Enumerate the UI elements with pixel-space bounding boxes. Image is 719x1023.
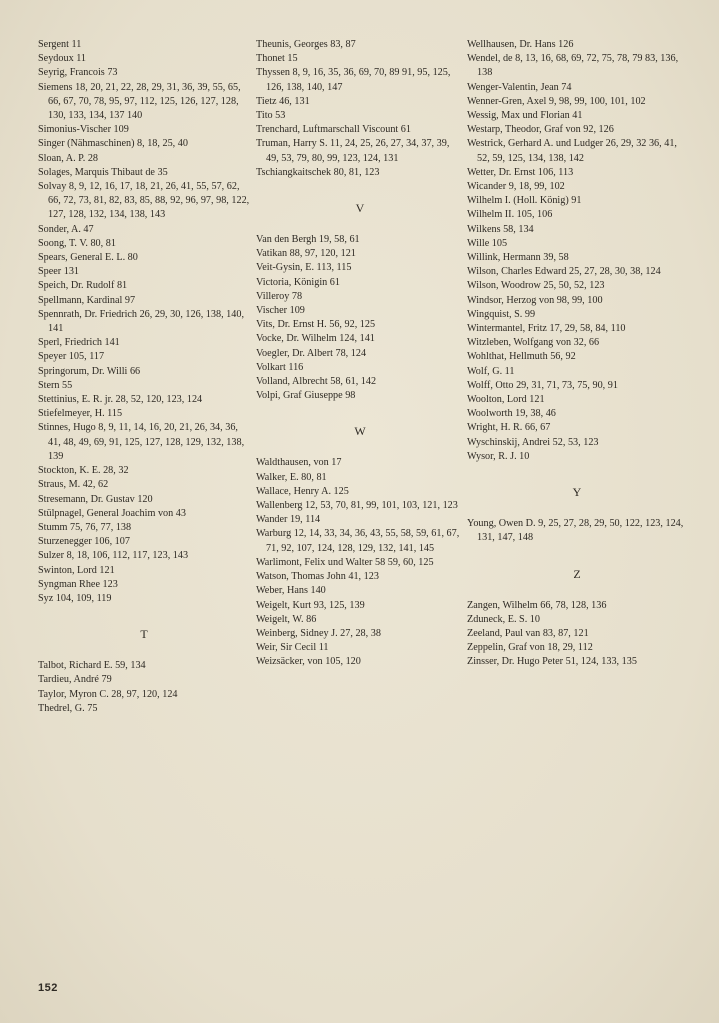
index-entry: Watson, Thomas John 41, 123	[256, 571, 379, 583]
index-entry: Speyer 105, 117	[38, 351, 105, 363]
index-entry: Woolworth 19, 38, 46	[467, 408, 556, 420]
index-entry: Wenner-Gren, Axel 9, 98, 99, 100, 101, 102	[467, 95, 646, 107]
index-entry: Wilhelm II. 105, 106	[467, 209, 553, 221]
index-entry: Volland, Albrecht 58, 61, 142	[256, 376, 377, 388]
index-entry: Stülpnagel, General Joachim von 43	[38, 507, 186, 519]
index-entry: Wellhausen, Dr. Hans 126	[467, 39, 574, 50]
index-entry: Villeroy 78	[256, 290, 303, 302]
index-entry: Walker, E. 80, 81	[256, 471, 327, 483]
index-entry: Sturzenegger 106, 107	[38, 536, 130, 548]
index-entry: Wolf, G. 11	[467, 365, 515, 377]
index-entry: Seydoux 11	[38, 53, 87, 65]
index-column-1	[38, 38, 250, 716]
index-entry: Stinnes, Hugo 8, 9, 11, 14, 16, 20, 21, 26, 34, 36, 41, 48, 49, 69, 91, 125, 127, 128, 129, 132, 138, 139	[38, 422, 245, 462]
section-letter: Z	[573, 566, 581, 581]
index-entry: Vischer 109	[256, 305, 305, 317]
index-entry: Zeppelin, Graf von 18, 29, 112	[467, 642, 593, 654]
index-entry: Wessig, Max und Florian 41	[467, 110, 583, 122]
index-entry: Zeeland, Paul van 83, 87, 121	[467, 627, 589, 639]
index-entry: Warlimont, Felix und Walter 58 59, 60, 125	[256, 556, 434, 568]
index-entry: Siemens 18, 20, 21, 22, 28, 29, 31, 36, 39, 55, 65, 66, 67, 70, 78, 95, 97, 112, 125, 126, 127, 128, 130, 133, 134, 137 140	[38, 81, 241, 122]
index-entry: Wicander 9, 18, 99, 102	[467, 181, 565, 193]
index-entry: Westarp, Theodor, Graf von 92, 126	[467, 124, 614, 136]
index-entry: Solages, Marquis Thibaut de 35	[38, 166, 168, 178]
index-entry: Spennrath, Dr. Friedrich 26, 29, 30, 126, 138, 140, 141	[38, 308, 244, 335]
index-entry: Vits, Dr. Ernst H. 56, 92, 125	[256, 319, 376, 331]
index-entry: Waldthausen, von 17	[256, 457, 342, 469]
index-entry: Warburg 12, 14, 33, 34, 36, 43, 55, 58, 59, 61, 67, 71, 92, 107, 124, 128, 129, 132, 141, 145	[256, 528, 460, 554]
index-entry: Stockton, K. E. 28, 32	[38, 465, 129, 477]
index-entry: Voegler, Dr. Albert 78, 124	[256, 347, 367, 359]
index-entry: Wysor, R. J. 10	[467, 450, 530, 462]
index-entry: Syz 104, 109, 119	[38, 592, 112, 604]
index-entry: Spears, General E. L. 80	[38, 252, 138, 264]
index-entry: Weinberg, Sidney J. 27, 28, 38	[256, 627, 381, 639]
index-entry: Stern 55	[38, 379, 73, 391]
index-entry: Stresemann, Dr. Gustav 120	[38, 493, 153, 505]
index-entry: Spellmann, Kardinal 97	[38, 294, 136, 306]
index-entry: Thedrel, G. 75	[38, 702, 98, 714]
index-entry: Sloan, A. P. 28	[38, 152, 99, 164]
index-entry: Wilson, Charles Edward 25, 27, 28, 30, 38, 124	[467, 266, 661, 278]
index-entry: Zduneck, E. S. 10	[467, 613, 540, 625]
index-entry: Windsor, Herzog von 98, 99, 100	[467, 294, 603, 306]
index-entry: Zinsser, Dr. Hugo Peter 51, 124, 133, 135	[467, 656, 637, 668]
index-entry: Speich, Dr. Rudolf 81	[38, 280, 128, 292]
index-entry: Simonius-Vischer 109	[38, 124, 129, 136]
index-entry: Tietz 46, 131	[256, 95, 310, 107]
index-entry: Zangen, Wilhelm 66, 78, 128, 136	[467, 599, 607, 611]
index-entry: Sulzer 8, 18, 106, 112, 117, 123, 143	[38, 550, 189, 562]
index-entry: Talbot, Richard E. 59, 134	[38, 660, 146, 672]
index-entry: Springorum, Dr. Willi 66	[38, 365, 141, 377]
index-entry: Willink, Hermann 39, 58	[467, 252, 569, 264]
index-entry: Vocke, Dr. Wilhelm 124, 141	[256, 333, 375, 345]
index-entry: Van den Bergh 19, 58, 61	[256, 234, 360, 246]
index-entry: Tito 53	[256, 110, 286, 122]
index-entry: Thyssen 8, 9, 16, 35, 36, 69, 70, 89 91, 95, 125, 126, 138, 140, 147	[256, 67, 451, 93]
index-entry: Woolton, Lord 121	[467, 394, 545, 406]
index-entry: Weigelt, W. 86	[256, 613, 317, 625]
index-entry: Wyschinskij, Andrei 52, 53, 123	[467, 436, 599, 448]
index-entry: Veit-Gysin, E. 113, 115	[256, 262, 352, 274]
index-entry: Trenchard, Luftmarschall Viscount 61	[256, 124, 411, 136]
index-entry: Tardieu, André 79	[38, 674, 112, 686]
index-entry: Weir, Sir Cecil 11	[256, 642, 329, 654]
index-entry: Wallenberg 12, 53, 70, 81, 99, 101, 103, 121, 123	[256, 500, 458, 512]
index-entry: Wille 105	[467, 237, 508, 249]
index-entry: Stettinius, E. R. jr. 28, 52, 120, 123, 124	[38, 394, 203, 406]
index-entry: Thonet 15	[256, 53, 298, 65]
index-entry: Weizsäcker, von 105, 120	[256, 656, 361, 668]
index-entry: Westrick, Gerhard A. und Ludger 26, 29, 32 36, 41, 52, 59, 125, 134, 138, 142	[467, 138, 677, 164]
index-column-2	[256, 38, 464, 670]
index-entry: Weber, Hans 140	[256, 585, 326, 597]
index-entry: Wright, H. R. 66, 67	[467, 422, 551, 434]
index-entry: Young, Owen D. 9, 25, 27, 28, 29, 50, 122, 123, 124, 131, 147, 148	[467, 518, 684, 544]
index-entry: Straus, M. 42, 62	[38, 479, 109, 491]
section-letter: T	[140, 627, 148, 642]
section-letter: V	[355, 201, 365, 216]
index-entry: Sonder, A. 47	[38, 223, 94, 235]
index-entry: Taylor, Myron C. 28, 97, 120, 124	[38, 688, 178, 700]
index-entry: Theunis, Georges 83, 87	[256, 39, 356, 50]
index-entry: Wintermantel, Fritz 17, 29, 58, 84, 110	[467, 323, 626, 335]
index-entry: Wohlthat, Hellmuth 56, 92	[467, 351, 576, 363]
index-entry: Speer 131	[38, 266, 80, 278]
index-entry: Tschiangkaitschek 80, 81, 123	[256, 166, 380, 178]
index-entry: Volpi, Graf Giuseppe 98	[256, 390, 356, 402]
section-letter: Y	[572, 485, 582, 500]
section-letter: W	[354, 424, 366, 439]
index-entry: Sergent 11	[38, 39, 82, 50]
index-entry: Syngman Rhee 123	[38, 578, 118, 590]
index-entry: Witzleben, Wolfgang von 32, 66	[467, 337, 600, 349]
index-entry: Wander 19, 114	[256, 514, 321, 526]
index-entry: Volkart 116	[256, 361, 304, 373]
index-entry: Soong, T. V. 80, 81	[38, 237, 116, 249]
index-entry: Wingquist, S. 99	[467, 308, 536, 320]
index-entry: Vatikan 88, 97, 120, 121	[256, 248, 356, 260]
index-entry: Truman, Harry S. 11, 24, 25, 26, 27, 34, 37, 39, 49, 53, 79, 80, 99, 123, 124, 131	[256, 138, 450, 164]
page-number: 152	[38, 982, 58, 994]
index-entry: Wilhelm I. (Holl. König) 91	[467, 195, 582, 207]
index-entry: Solvay 8, 9, 12, 16, 17, 18, 21, 26, 41, 55, 57, 62, 66, 72, 73, 81, 82, 83, 85, 88, 92, 96, 97, 98, 122, 127, 128, 132, 134, 138, 143	[38, 181, 250, 221]
index-entry: Wenger-Valentin, Jean 74	[467, 81, 572, 93]
index-entry: Swinton, Lord 121	[38, 564, 115, 576]
index-column-3	[467, 38, 687, 670]
index-entry: Wendel, de 8, 13, 16, 68, 69, 72, 75, 78, 79 83, 136, 138	[467, 53, 679, 79]
index-entry: Wetter, Dr. Ernst 106, 113	[467, 166, 574, 178]
index-entry: Stiefelmeyer, H. 115	[38, 408, 123, 420]
index-entry: Seyrig, Francois 73	[38, 67, 118, 79]
index-entry: Wilson, Woodrow 25, 50, 52, 123	[467, 280, 605, 292]
index-entry: Victoria, Königin 61	[256, 276, 340, 288]
index-entry: Sperl, Friedrich 141	[38, 337, 120, 349]
index-entry: Wallace, Henry A. 125	[256, 485, 349, 497]
index-entry: Wolff, Otto 29, 31, 71, 73, 75, 90, 91	[467, 379, 618, 391]
index-entry: Wilkens 58, 134	[467, 223, 534, 235]
index-entry: Stumm 75, 76, 77, 138	[38, 521, 132, 533]
index-entry: Weigelt, Kurt 93, 125, 139	[256, 599, 365, 611]
index-entry: Singer (Nähmaschinen) 8, 18, 25, 40	[38, 138, 188, 150]
